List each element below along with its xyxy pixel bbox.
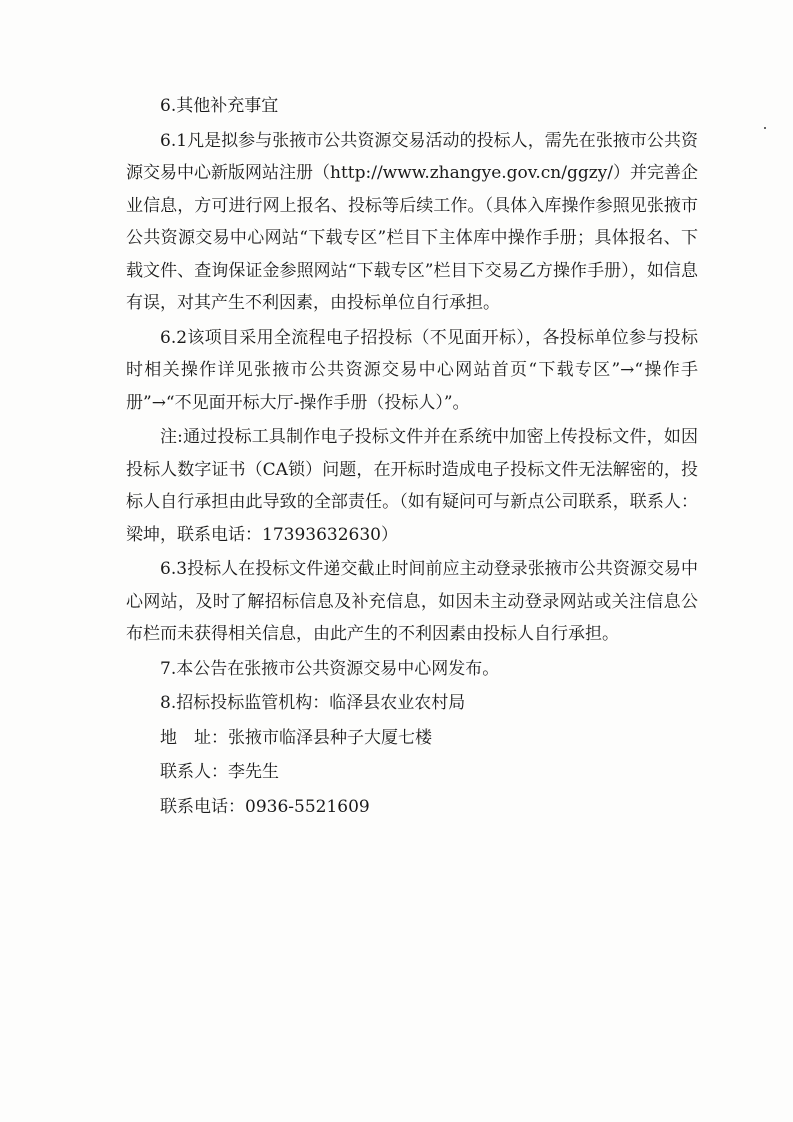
scan-speck	[764, 127, 766, 129]
phone-line: 联系电话：0936-5521609	[160, 796, 370, 817]
section-6-title: 6.其他补充事宜	[160, 96, 279, 116]
paragraph-6-3: 6.3投标人在投标文件递交截止时间前应主动登录张掖市公共资源交易中心网站，及时了解招标信息及补充信息，如因未主动登录网站或关注信息公布栏而未获得相关信息，由此产生的不利因素由投标人自行承担。	[126, 559, 698, 644]
paragraph-6-2: 6.2该项目采用全流程电子招投标（不见面开标），各投标单位参与投标时相关操作详见张掖市公共资源交易中心网站首页“下载专区”→“操作手册”→“不见面开标大厅-操作手册（投标人）”。	[126, 327, 698, 413]
note-paragraph: 注:通过投标工具制作电子投标文件并在系统中加密上传投标文件，如因投标人数字证书（CA锁）问题，在开标时造成电子投标文件无法解密的，投标人自行承担由此导致的全部责任。（如有疑问可与新点公司联系，联系人：梁坤，联系电话：17393632630）	[126, 427, 698, 545]
item-7: 7.本公告在张掖市公共资源交易中心网发布。	[160, 658, 500, 679]
item-8-supervisor: 8.招标投标监管机构：临泽县农业农村局	[160, 693, 466, 713]
address-line: 地 址：张掖市临泽县种子大厦七楼	[160, 727, 432, 748]
paragraph-6-1: 6.1凡是拟参与张掖市公共资源交易活动的投标人，需先在张掖市公共资源交易中心新版网站注册（http://www.zhangye.gov.cn/ggzy/）并完善企业信息，方可进行网上报名、投标等后续工作。（具体入库操作参照见张掖市公共资源交易中心网站“下载专区”栏目下主体库中操作手册；具体报名、下载文件、查询保证金参照网站“下载专区”栏目下交易乙方操作手册），如信息有误，对其产生不利因素，由投标单位自行承担。	[126, 130, 699, 313]
contact-line: 联系人：李先生	[160, 762, 279, 782]
document-body	[126, 90, 698, 823]
